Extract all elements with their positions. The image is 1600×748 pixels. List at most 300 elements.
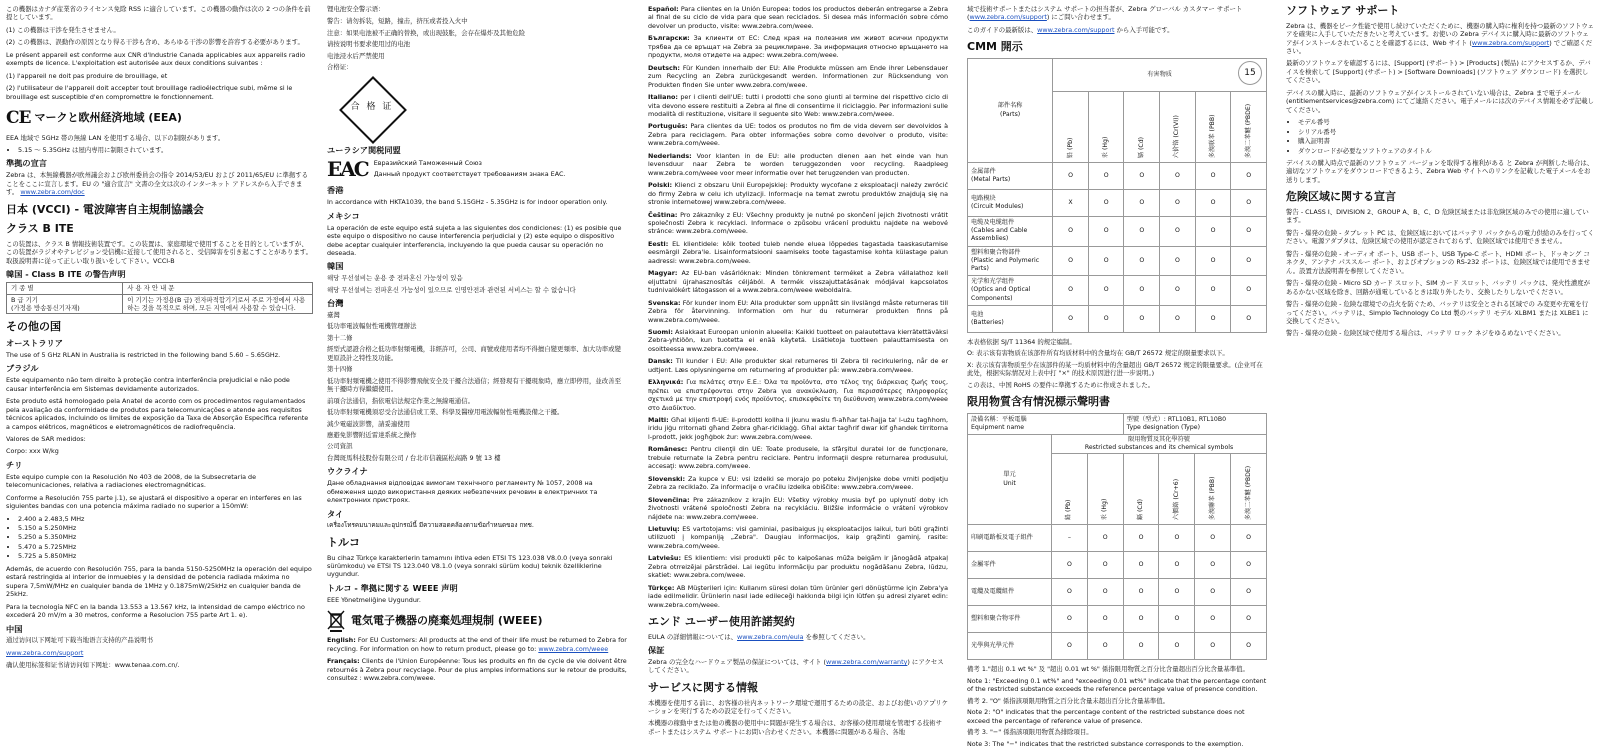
substance-value-cell: O [1124, 276, 1160, 306]
weee-item [648, 554, 948, 579]
substance-value-cell: O [1088, 276, 1124, 306]
table-row [968, 163, 1267, 190]
weee-language-text: ES klientiem: visi produkti pēc to kalpošanas mūža beigām ir jānogādā atpakaļ Zebra otrreizējai pārstrādei. Lai iegūtu informāciju par produktu nogādāšanu Zebra, lūdzu, skatiet: www.zebra.com/weee. [648, 554, 948, 580]
list-item: • 購入証明書 [1298, 137, 1594, 145]
substance-column-label: 多溴联苯 (PBB) [1208, 114, 1216, 158]
substance-value-cell: O [1052, 579, 1088, 606]
intro-paragraph: この機器はカナダ産業省のライセンス免除 RSS に適合しています。この機器の動作は次の 2 つの条件を前提としています。 [6, 5, 311, 22]
substance-value-cell: O [1195, 552, 1231, 579]
column-2 [327, 5, 627, 732]
brazil-heading: ブラジル [6, 363, 39, 374]
eula-heading: エンド ユーザー使用許諾契約 [648, 615, 795, 629]
unit-header: 單元 Unit [968, 434, 1052, 524]
weee-language-text: Għal klijenti fl-UE: il-prodotti kollha li jkunu waslu fl-aħħar tal-ħajja ta' l-użu tagħhom, iridu jiġu rritornati għand Zebra għar-riċiklaġġ. Għal aktar tagħrif dwar kif għandek tirritorna l-prodott, jekk jogħġbok żur: www.zebra.com/weee. [648, 416, 948, 441]
chile-text: Además, de acuerdo con Resolución 755, para la banda 5150-5250MHz la operación del equipo estará restringida al interior de inmuebles y la densidad de potencia radiada máxima no supera 7,5mW/MHz en cualquier banda de 1MHz y 0.1875mW/25kHz en cualquier banda de 25kHz. [6, 564, 312, 599]
weee-item [648, 445, 948, 470]
substance-column-header [1052, 454, 1088, 525]
ce-bullets [6, 146, 313, 154]
substance-value-cell: O [1231, 579, 1267, 606]
intro-paragraph: (1) l'appareil ne doit pas produire de brouillage, et [6, 71, 168, 80]
taiwan-line: 減少電磁波影響，請妥適使用 [327, 419, 411, 428]
substance-value-cell: O [1231, 552, 1267, 579]
substance-value-cell: O [1124, 217, 1160, 247]
substance-value-cell: O [1160, 276, 1196, 306]
conformity-heading: 準拠の宣言 [6, 158, 47, 169]
weee-item: Français: Clients de l'Union Européenne: Tous les produits en fin de cycle de vie doivent être retournés à Zebra pour recyclage. Pour de plus amples informations sur le retour de produits, consultez : www.zebra.com/weee. [327, 657, 627, 682]
weee-heading: 電気電子機器の廃棄処理規制 (WEEE) [351, 613, 543, 627]
part-name-cell: 塑料和聚合物部件 (Plastic and Polymeric Parts) [968, 246, 1053, 276]
hazard-warning: 警告 - 爆発の危険 - 危険な環境での点火を防ぐため、バッテリは安全とされる区域での み変更や充電を行ってください。バッテリは、Simplo Technology Co Ltd 製のバッテリ モデル XLBM1 または XLBE1 に交換してください。 [1286, 300, 1589, 325]
table-row [968, 579, 1267, 606]
substance-value-cell: O [1088, 246, 1124, 276]
substance-column-label: 六价铬 (Cr(VI)) [1173, 114, 1181, 158]
substance-column-header [1195, 92, 1231, 163]
taiwan-rohs-table [967, 413, 1267, 661]
substance-value-cell: O [1195, 276, 1231, 306]
service-text: 本機器の稼動中または他の機器の使用中に問題が発生する場合は、お客様の使用環境を管理する技術サポートまたはシステム サポートにお問い合わせください。本機器に問題がある場合、各地 [648, 719, 942, 736]
substance-value-cell: X [1053, 190, 1089, 217]
list-item: • 5.250 a 5.350MHz [18, 533, 313, 541]
table-row [968, 606, 1267, 633]
software-text: 最新のソフトウェアを確認するには、[Support] (サポート) > [Products] (製品) にアクセスするか、デバイスを検索して [Support] (サポート) > [Software Downloads] (ソフトウェア ダウンロード) を選択してください。 [1286, 59, 1591, 85]
software-text: デバイスの購入時点で最新のソフトウェア バージョンを取得する権利がある と Zebra が判断した場合は、適切なソフトウェアをダウンロードできるよう、Zebra Web サイトへのリンクを記載した電子メールをお送りします。 [1286, 158, 1594, 184]
brazil-text: Corpo: xxx W/kg [6, 447, 59, 456]
substance-value-cell: O [1087, 552, 1123, 579]
list-item: • シリアル番号 [1298, 128, 1594, 136]
cmm-note: O: 表示该有害物质在该部件所有均质材料中的含量均在 GB/T 26572 规定的限量要求以下。 [967, 349, 1229, 358]
substance-value-cell: O [1160, 305, 1196, 332]
taiwan-rohs-heading: 限用物質含有情況標示聲明書 [967, 394, 1110, 408]
australia-text: The use of 5 GHz RLAN in Australia is restricted in the following band 5.60 – 5.65GHz. [6, 350, 281, 359]
weee-language-label: Português: [648, 122, 688, 131]
china-footer: 确认使用标签和证书请访问如下网址：www.tenaa.com.cn/. [6, 661, 180, 670]
substance-column-label: 多溴二苯醚 (PBDE) [1244, 465, 1252, 521]
list-item: • 2.400 a 2.483,5 MHz [18, 515, 313, 523]
substance-column-label: 多溴聯苯 (PBB) [1208, 476, 1216, 521]
intro-paragraph: Le présent appareil est conforme aux CNR d'Industrie Canada applicables aux appareils radio exempts de licence. L'exploitation est autorisée aux deux conditions suivantes : [6, 50, 306, 68]
weee-language-label: Suomi: [648, 327, 673, 336]
korea-text: 해당 무선설비는 전파혼신 가능성이 있으므로 인명안전과 관련된 서비스는 할 수 없습니다 [327, 285, 576, 294]
weee-language-text: per i clienti dell'UE: tutti i prodotti che sono giunti al termine del rispettivo ciclo di vita devono essere restituiti a Zebra al fine di consentirne il riciclaggio. Per informazioni sulle modalità di restituzione, visitare il seguente sito Web: www.zebra.com/weee. [648, 93, 948, 118]
weee-language-label: Dansk: [648, 357, 673, 366]
table-row [968, 246, 1267, 276]
substances-header: 有害物质 15 [1053, 59, 1267, 92]
korea-text: 해당 무선설비는 운용 중 전파혼신 가능성이 있음 [327, 274, 463, 283]
weee-language-text: Para clientes da UE: todos os produtos no fim de vida devem ser devolvidos à Zebra para reciclagem. Para obter informações sobre como devolver o produto, visite: www.zebra.com/weee. [648, 122, 948, 148]
part-name-cell: 电池 (Batteries) [968, 305, 1053, 332]
eac-mark-icon: EAC [327, 156, 368, 181]
eac-text: Данный продукт соответствует требованиям знака EAC. [373, 170, 566, 179]
substance-column-label: 铅 (Pb) [1066, 137, 1074, 158]
other-countries-heading: その他の国 [6, 320, 61, 334]
substance-column-label: 六價鉻 (Cr+6) [1172, 479, 1180, 521]
taiwan-note: Note 3: The "−" indicates that the restricted substance corresponds to the exemption. [967, 739, 1244, 748]
substance-value-cell: O [1159, 633, 1195, 660]
korea-heading: 韓国 [327, 261, 344, 272]
substance-value-cell: O [1159, 552, 1195, 579]
taiwan-line: 第十二條 [327, 333, 353, 342]
substance-column-label: 多溴二苯醚 (PBDE) [1244, 103, 1252, 158]
substance-value-cell: O [1053, 246, 1089, 276]
part-name-cell: 金属部件 (Metal Parts) [968, 163, 1053, 190]
substance-value-cell: O [1088, 163, 1124, 190]
substance-value-cell: O [1123, 606, 1159, 633]
taiwan-line: 台灣斑馬科技股份有限公司 / 台北市信義區松高路 9 號 13 樓 [327, 453, 501, 462]
table-cell: B 급 기기 (가정용 방송통신기자재) [7, 294, 123, 314]
weee-language-label: Čeština: [648, 210, 678, 219]
ce-heading: マークと欧州経済地域 (EEA) [34, 110, 182, 124]
weee-item [648, 152, 948, 177]
hongkong-heading: 香港 [327, 185, 344, 196]
hazard-warning: 警告 - 爆発の危険 - 危険区域で使用する場合は、バッテリ ロック ネジをゆるめないでください。 [1286, 329, 1565, 338]
taiwan-heading: 台灣 [327, 298, 344, 309]
battery-warning: 警告：请勿拆装，短路，撞击，挤压或者投入火中 [327, 17, 468, 26]
chile-text: Para la tecnología NFC en la banda 13.553 a 13.567 kHz, la intensidad de campo eléctrico no excederá 20 mV/m a 30 metros, conforme a Resolucion 755 parte Art 1. e). [6, 602, 305, 620]
weee-language-text: EL klientidele: kõik tooted tuleb nende eluea lõppedes tagastada taaskasutamise eesmärgil Zebra'le. Lisainformatsiooni saamiseks toote tagastamise kohta külastage palun aadressi: www.zebra.com/weee. [648, 239, 948, 265]
weee-link[interactable]: www.zebra.com/weee [538, 644, 609, 653]
service-text: 本機器を使用する前に、お客様の社内ネットワーク環境で運用するための設定、およびお使いのアプリケーションを実行するための設定を行ってください。 [648, 698, 948, 716]
cmm-note: X: 表示该有害物质至少在该部件的某一均质材料中的含量超出 GB/T 26572 规定的限量要求。(企业可在此处，根据实际情况对上表中打 "×" 的技术原因进行进一步说明。) [967, 360, 1263, 378]
eurasia-heading: ユーラシア関税同盟 [327, 144, 401, 155]
hazard-warning: 警告 - 爆発の危険 - オーディオ ポート、USB ポート、USB Type-C ポート、HDMI ポート、ドッキング コネクタ、アンテナ パススルー ポート、およびオプションの RS-232 ポートは、危険区域では使用できません。設置方法説明書を参照してください。 [1286, 249, 1591, 275]
list-item: • 5.150 a 5.250MHz [18, 524, 313, 532]
substance-value-cell: O [1195, 246, 1231, 276]
weee-language-label: Latviešu: [648, 554, 682, 563]
substance-value-cell: O [1160, 246, 1196, 276]
table-cell: 사 용 자 안 내 문 [123, 283, 313, 294]
china-support-link[interactable]: www.zebra.com/support [6, 648, 84, 657]
weee-language-text: ES vartotojams: visi gaminiai, pasibaigus jų eksploatacijos laikui, turi būti grąžinti utilizuoti į kompaniją „Zebra". Daugiau informacijos, kaip grąžinti gaminį, rasite: www.zebra.com/weee. [648, 525, 948, 550]
substance-value-cell: O [1087, 579, 1123, 606]
substance-value-cell: O [1159, 606, 1195, 633]
weee-item: English: For EU Customers: All products at the end of their life must be returned to Zebra for recycling. For information on how to return product, please go to: www.zebra.com/weee [327, 636, 627, 653]
cmm-note: 本表格依据 SJ/T 11364 的规定编制。 [967, 337, 1076, 346]
weee-language-label: Ελληνικά: [648, 378, 684, 387]
intro-paragraph: (1) この機器は干渉を発生させません。 [6, 25, 120, 34]
conformity-text: Zebra は、本無線機器が欧州議会および欧州委員会の指令 2014/53/EU および 2011/65/EU に準拠することをここに宣言します。EU の "適合宣言" 文書の全文は次のインターネット アドレスから入手できます。 www.zebra.com/doc [6, 171, 309, 197]
weee-item [648, 357, 948, 374]
substance-value-cell: O [1160, 163, 1196, 190]
substance-value-cell: O [1231, 163, 1267, 190]
part-name-cell: 光学和光学组件 (Optics and Optical Components) [968, 276, 1053, 306]
substance-column-header [1195, 454, 1231, 525]
substance-column-header [1159, 454, 1195, 525]
weee-item [648, 269, 948, 294]
weee-language-text: För kunder inom EU: Alla produkter som uppnått sin livslängd måste returneras till Zebra för återvinning. Information om hur du returnerar produkten finns på www.zebra.com/weee. [648, 298, 948, 324]
substance-value-cell: O [1123, 633, 1159, 660]
weee-item [648, 93, 948, 118]
hazard-heading: 危険区域に関する宣言 [1286, 190, 1396, 204]
intro-paragraph: (2) この機器は、誤動作の原因となり得る干渉も含め、あらゆる干渉の影響を許容する必要があります。 [6, 38, 304, 47]
part-name-cell: 電纜及電纜組件 [968, 579, 1052, 606]
weee-language-label: Malti: [648, 416, 669, 425]
substance-value-cell: O [1052, 552, 1088, 579]
substance-value-cell: O [1088, 305, 1124, 332]
weee-language-text: Für Kunden innerhalb der EU: Alle Produkte müssen am Ende ihrer Lebensdauer zum Recycling an Zebra zurückgesandt werden. Informationen zur Rücksendung von Produkten finden Sie unter www.zebra.com/weee. [648, 63, 948, 89]
table-row [968, 413, 1267, 434]
weee-language-text: Za kupce v EU: vsi izdelki se morajo po poteku življenjske dobe vrniti podjetju Zebra za reciklažo. Za informacije o vračilu izdelka obiščite: www.zebra.com/weee. [648, 474, 948, 492]
cmm-heading: CMM 開示 [967, 40, 1023, 54]
column-4 [967, 5, 1267, 748]
substance-value-cell: O [1052, 633, 1088, 660]
ukraine-heading: ウクライナ [327, 466, 368, 477]
taiwan-note: 備考 3. "−" 係指該項限用物質為排除項目。 [967, 728, 1093, 737]
battery-warning: 电池浸水后严禁使用 [327, 51, 385, 60]
intro-paragraph: (2) l'utilisateur de l'appareil doit accepter tout brouillage radioélectrique subi, même si le brouillage est susceptible d'en compromettre le fonctionnement. [6, 84, 293, 101]
turkey-heading: トルコ [327, 535, 360, 549]
table-cell: 이 기기는 가정용(B 급) 전자파적합기기로서 주로 가정에서 사용하는 것을 목적으로 하며, 모든 지역에서 사용할 수 있습니다. [123, 294, 313, 314]
substance-value-cell: O [1123, 525, 1159, 552]
substance-value-cell: O [1231, 525, 1267, 552]
taiwan-line: 前項合法通信，指依電信法規定作業之無線電通信。 [327, 396, 474, 405]
turkey-weee-text: EEE Yönetmeliğine Uygundur. [327, 595, 421, 604]
substance-value-cell: O [1124, 246, 1160, 276]
substance-value-cell: O [1195, 217, 1231, 247]
china-heading: 中国 [6, 623, 23, 634]
taiwan-line: 經型式認證合格之低功率射頻電機，非經許可，公司、商號或使用者均不得擅自變更頻率、加大功率或變更原設計之特性及功能。 [327, 345, 621, 362]
weee-language-text: Para clientes en la Unión Europea: todos los productos deberán entregarse a Zebra al final de su ciclo de vida para que sean reciclados. Si desea más información sobre cómo devolver un producto, visite: www.zebra.com/weee. [648, 5, 948, 30]
substance-column-label: 汞 (Hg) [1101, 498, 1109, 521]
turkey-text: Bu cihaz Türkçe karakterlerin tamamını ihtiva eden ETSI TS 123.038 V8.0.0 (veya sonraki sürümkodu) ve ETSI TS 123.040 V8.1.0 (veya sonraki sürüm kodu) teknik özelliklerine uygundur. [327, 553, 613, 579]
weee-language-label: Românesc: [648, 445, 688, 454]
table-row [968, 276, 1267, 306]
korea-warning-heading: 韓国 - Class B ITE の警告声明 [6, 269, 126, 280]
weee-heading-row [327, 610, 627, 632]
table-row [7, 283, 313, 294]
weee-language-label: Español: [648, 5, 679, 13]
substance-value-cell: O [1231, 633, 1267, 660]
weee-item [648, 122, 948, 147]
ce-bullet: • 5.15 ～ 5.35GHz は屋内専用に制限されています。 [18, 146, 313, 154]
table-row [968, 552, 1267, 579]
substance-column-label: 鉛 (Pb) [1065, 499, 1073, 521]
cert-label: 合格证： [327, 63, 353, 72]
hongkong-text: In accordance with HKTA1039, the band 5.15GHz - 5.35GHz is for indoor operation only. [327, 198, 608, 207]
classb-heading: クラス B ITE [6, 222, 74, 236]
table-row [968, 305, 1267, 332]
substance-value-cell: O [1052, 606, 1088, 633]
substance-value-cell: O [1053, 305, 1089, 332]
chile-heading: チリ [6, 459, 23, 470]
ce-mark-icon: CE [6, 108, 31, 129]
part-name-cell: 塑料和聚合物零件 [968, 606, 1052, 633]
weee-item [648, 181, 948, 206]
weee-language-list [648, 5, 948, 609]
substance-value-cell: O [1231, 276, 1267, 306]
list-item: • 5.725 a 5.850MHz [18, 552, 313, 560]
weee-item [648, 328, 948, 353]
taiwan-line: 低功率射頻電機之使用不得影響飛航安全及干擾合法通信；經發現有干擾現象時，應立即停用，並改善至無干擾時方得繼續使用。 [327, 376, 621, 394]
mexico-text: La operación de este equipo está sujeta a las siguientes dos condiciones: (1) es posible que este equipo o dispositivo no cause interferencia perjudicial y (2) este equipo o dispositivo debe aceptar cualquier interferencia, incluyendo la que pueda causar su operación no deseada. [327, 223, 622, 257]
weee-item [648, 475, 948, 492]
weee-language-label: Svenska: [648, 298, 681, 307]
substance-value-cell: O [1195, 305, 1231, 332]
substance-value-cell: O [1231, 305, 1267, 332]
weee-item [648, 299, 948, 324]
weee-language-text: Pentru clienţii din UE: Toate produsele, la sfârşitul duratei lor de funcţionare, trebuie returnate la Zebra pentru reciclare. Pentru informaţii despre returnarea produsului, accesaţi: www.zebra.com/weee. [648, 445, 948, 471]
hazard-warning: 警告 - 爆発の危険 - タブレット PC は、危険区域においてはバッテリ パックからの電力供給のみを行ってください。電源アダプタは、危険区域での使用が認定されておらず、危険区域では使用できません。 [1286, 228, 1595, 246]
substance-column-label: 汞 (Hg) [1101, 136, 1109, 158]
list-item: • ダウンロードが必要なソフトウェアのタイトル [1298, 147, 1594, 155]
weee-language-label: Türkçe: [648, 583, 675, 592]
taiwan-note: Note 1: "Exceeding 0.1 wt%" and "exceeding 0.01 wt%" indicate that the percentage content of the restricted substance exceeds the reference percentage value of presence condition. [967, 676, 1267, 694]
substance-value-cell: O [1123, 579, 1159, 606]
epup-15-icon: 15 [1238, 61, 1262, 85]
taiwan-line: 第十四條 [327, 365, 353, 374]
weee-language-text: Pro zákazníky z EU: Všechny produkty je nutné po skončení jejich životnosti vrátit společnosti Zebra k recyklaci. Informace o způsobu vrácení produktu najdete na webové stránce: www.zebra.com/weee. [648, 210, 948, 236]
substance-value-cell: O [1087, 525, 1123, 552]
software-support-link[interactable]: www.zebra.com/support [1471, 38, 1550, 47]
list-item: • モデル番号 [1298, 118, 1594, 126]
substance-value-cell: O [1124, 305, 1160, 332]
eula-text: EULA の詳細情報については、www.zebra.com/eula を参照してください。 [648, 632, 870, 641]
table-row [968, 190, 1267, 217]
software-text: デバイスの購入時に、最新のソフトウェアがインストールされていない場合は、Zebra まで電子メール (entitlementservices@zebra.com) にてご連絡ください。電子メールには次のデバイス情報を必ず記載してください。 [1286, 88, 1594, 114]
weee-item [648, 64, 948, 89]
mexico-heading: メキシコ [327, 210, 360, 221]
china-text: 通过访问以下网址可下载当地语言支持的产品说明书 [6, 636, 153, 645]
table-row [7, 294, 313, 314]
certificate-stamp-label: 合 格 证 [350, 101, 394, 112]
weee-language-label: Deutsch: [648, 63, 680, 72]
weee-item [648, 5, 948, 30]
warranty-link[interactable]: www.zebra.com/warranty [826, 658, 908, 667]
substance-value-cell: O [1053, 276, 1089, 306]
part-name-cell: 光學與光學元件 [968, 633, 1052, 660]
latest-guide-text: このガイドの最新版は、www.zebra.com/support から入手可能です。 [967, 25, 1174, 34]
software-text: Zebra は、機器をピーク性能で使用し続けていただくために、機器の購入時に権利を持つ最新のソフトウェアを確実に入手していただきたいと考えています。お使いの Zebra デバイスに購入時に最新のソフトウェアがインストールされていることを確認するには、Web サイト (www.zebra.com/support) でご確認ください。 [1286, 21, 1594, 55]
weee-language-text: Til kunder i EU: Alle produkter skal returneres til Zebra til recirkulering, når de er udtjent. Læs oplysningerne om returnering af produkter på: www.zebra.com/weee. [648, 357, 948, 374]
substance-value-cell: O [1231, 246, 1267, 276]
weee-item [648, 525, 948, 550]
weee-language-label: Slovenski: [648, 474, 686, 483]
list-item: • 5.470 a 5.725MHz [18, 543, 313, 551]
table-header-row [968, 434, 1267, 453]
korea-class-table [6, 282, 313, 314]
ukraine-text: Дане обладнання відповідає вимогам технічного регламенту № 1057, 2008 на обмеження щодо використання деяких небезпечних речовин в електричних та електронних пристроях. [327, 479, 598, 505]
support-link[interactable]: www.zebra.com/support [969, 13, 1047, 22]
substance-value-cell: O [1160, 217, 1196, 247]
equipment-name-cell: 設備名稱：平板電腦 Equipment name [968, 413, 1124, 434]
column-1 [6, 5, 313, 732]
weee-language-label: Eesti: [648, 239, 669, 248]
brazil-text: Valores de SAR medidos: [6, 434, 86, 443]
weee-language-text: Asiakkaat Euroopan unionin alueella: Kaikki tuotteet on palautettava kierrätettäväksi Zebra-yhtiöön, kun tuotetta ei enää käytetä. Lisätietoja tuotteen palauttamisesta on osoitteessa www.zebra.com/weee. [648, 327, 948, 353]
eac-row [327, 156, 627, 182]
taiwan-note: 備考 1."超出 0.1 wt %" 及 "超出 0.01 wt %" 係指限用物質之百分比含量超出百分比含量基準值。 [967, 665, 1249, 674]
part-name-cell: 电路模块 (Circuit Modules) [968, 190, 1053, 217]
battery-warning: 请按说明书要求使用过的电池 [327, 40, 411, 49]
weee-language-label: Slovenčina: [648, 495, 690, 504]
chile-text: Conforme a Resolución 755 parte j.1), se ajustará el dispositivo a operar en interferes en las siguientes bandas con una potencia máxima radiado no superior a 150mW: [6, 493, 302, 511]
column-5 [1286, 5, 1594, 732]
substance-value-cell: O [1087, 633, 1123, 660]
part-name-cell: 电缆及电缆组件 (Cables and Cable Assemblies) [968, 217, 1053, 247]
software-info-list [1286, 118, 1594, 155]
substance-value-cell: O [1087, 606, 1123, 633]
substance-column-header [1087, 454, 1123, 525]
classb-text: この装置は、クラス B 情報技術装置です。この装置は、家庭環境で使用することを目的としていますが、この装置がラジオやテレビジョン受信機に近接して使用されると、受信障害を引き起こすことがあります。取扱説明書に従って正しい取り扱いをして下さい。VCCI-B [6, 239, 312, 265]
table-row [968, 633, 1267, 660]
weee-item [648, 416, 948, 441]
crossed-bin-icon [327, 610, 345, 632]
substance-value-cell: O [1088, 190, 1124, 217]
substance-value-cell: O [1195, 163, 1231, 190]
cmm-table [967, 58, 1267, 333]
substance-value-cell: O [1195, 633, 1231, 660]
weee-item [648, 584, 948, 609]
substance-value-cell: O [1195, 579, 1231, 606]
weee-item [648, 240, 948, 265]
warranty-heading: 保証 [648, 645, 665, 656]
table-row [968, 525, 1267, 552]
vcci-heading: 日本 (VCCI) - 電波障害自主規制協議会 [6, 202, 204, 216]
substance-value-cell: O [1195, 190, 1231, 217]
weee-item [648, 211, 948, 236]
hazard-warning: 警告 - 爆発の危険 - Micro SD カード スロット、SIM カード スロット、バッテリ パックは、発火性濃度があるかない区域を除き、回路が通電しているときは取り外したり、交換したりしないでください。 [1286, 279, 1590, 296]
substance-column-header [1231, 454, 1267, 525]
weee-item [648, 496, 948, 521]
weee-language-text: За клиенти от ЕС: След края на полезния им живот всички продукти трябва да се връщат на Zebra за рециклиране. За информация относно връщането на продукти, моля отидете на адрес: www.zebra.com/weee. [648, 34, 948, 60]
substance-value-cell: O [1231, 190, 1267, 217]
part-name-cell: 印刷電路板及電子組件 [968, 525, 1052, 552]
substance-column-header [1088, 92, 1124, 163]
taiwan-note: Note 2: "O" indicates that the percentage content of the restricted substance does not exceed the percentage of reference value of presence. [967, 708, 1245, 725]
substance-column-header [1124, 92, 1160, 163]
weee-language-label: Magyar: [648, 269, 678, 278]
weee-language-label: Български: [648, 34, 690, 43]
latest-guide-link[interactable]: www.zebra.com/support [1037, 25, 1115, 34]
warranty-text: Zebra の完全なハードウェア製品の保証については、サイト (www.zebra.com/warranty) にアクセスしてください。 [648, 658, 944, 675]
substance-value-cell: O [1195, 525, 1231, 552]
substance-value-cell: O [1123, 552, 1159, 579]
software-support-heading: ソフトウェア サポート [1286, 4, 1400, 17]
substance-value-cell: O [1124, 190, 1160, 217]
parts-header: 部件名称 (Parts) [968, 59, 1053, 163]
substance-value-cell: O [1231, 217, 1267, 247]
weee-language-label: Nederlands: [648, 151, 692, 160]
weee-language-text: Az EU-ban vásárlóknak: Minden tönkrement terméket a Zebra vállalathoz kell eljuttatni újrahasznosítás céljából. A termék visszajuttatásának módjával kapcsolatos tudnivalókért látogasson el a www.zebra.com/weee weboldalra. [648, 269, 948, 295]
ce-text: EEA 地域で 5GHz 帯の無線 LAN を使用する場合、以下の制限があります。 [6, 133, 225, 142]
part-name-cell: 金屬零件 [968, 552, 1052, 579]
taiwan-line: 低功率射頻電機須忍受合法通信或工業、科學及醫療用電波輻射性電機設備之干擾。 [327, 408, 564, 417]
substance-column-header [1160, 92, 1196, 163]
weee-item [648, 378, 948, 412]
weee-item [648, 34, 948, 59]
doc-link[interactable]: www.zebra.com/doc [20, 188, 85, 197]
certificate-stamp [327, 78, 417, 140]
brazil-text: Este produto está homologado pela Anatel de acordo com os procedimentos regulamentados pela avaliação da conformidade de produtos para telecomunicações e atende aos requisitos técnicos aplicados, incluindo os limites de exposição da Taxa de Absorção Específica referente a campos elétricos, magnéticos e eletromagnéticos de radiofrequência. [6, 397, 309, 431]
battery-warning-title: 锂电池安全警示语： [327, 5, 385, 13]
taiwan-line: 應避免影響附近雷達系統之操作 [327, 431, 417, 439]
substance-column-header [1123, 454, 1159, 525]
substance-value-cell: O [1159, 579, 1195, 606]
chile-band-list [6, 515, 313, 561]
weee-language-label: Lietuvių: [648, 525, 680, 534]
taiwan-line: 公司資訊 [327, 442, 353, 451]
battery-warning: 注意：如果电池被不正确的替换，或出现鼓胀，会存在爆炸及其他危险 [327, 28, 526, 37]
eula-link[interactable]: www.zebra.com/eula [737, 632, 804, 641]
weee-language-label: Polski: [648, 181, 673, 190]
column-3 [648, 5, 948, 736]
substance-column-header [1231, 92, 1267, 163]
restricted-substances-header: 限用物質及其化學符號 Restricted substances and its chemical symbols [1052, 434, 1267, 453]
australia-heading: オーストラリア [6, 338, 63, 349]
substance-column-label: 鎘 (Cd) [1136, 499, 1144, 521]
brazil-text: Este equipamento não tem direito à proteção contra interferência prejudicial e não pode causar interferência em Sistemas devidamente autorizados. [6, 376, 290, 393]
hazard-warning: 警告 - CLASS I、DIVISION 2、GROUP A、B、C、D 危険区域または非危険区域のみでの使用に適しています。 [1286, 207, 1589, 225]
substance-value-cell: O [1195, 606, 1231, 633]
